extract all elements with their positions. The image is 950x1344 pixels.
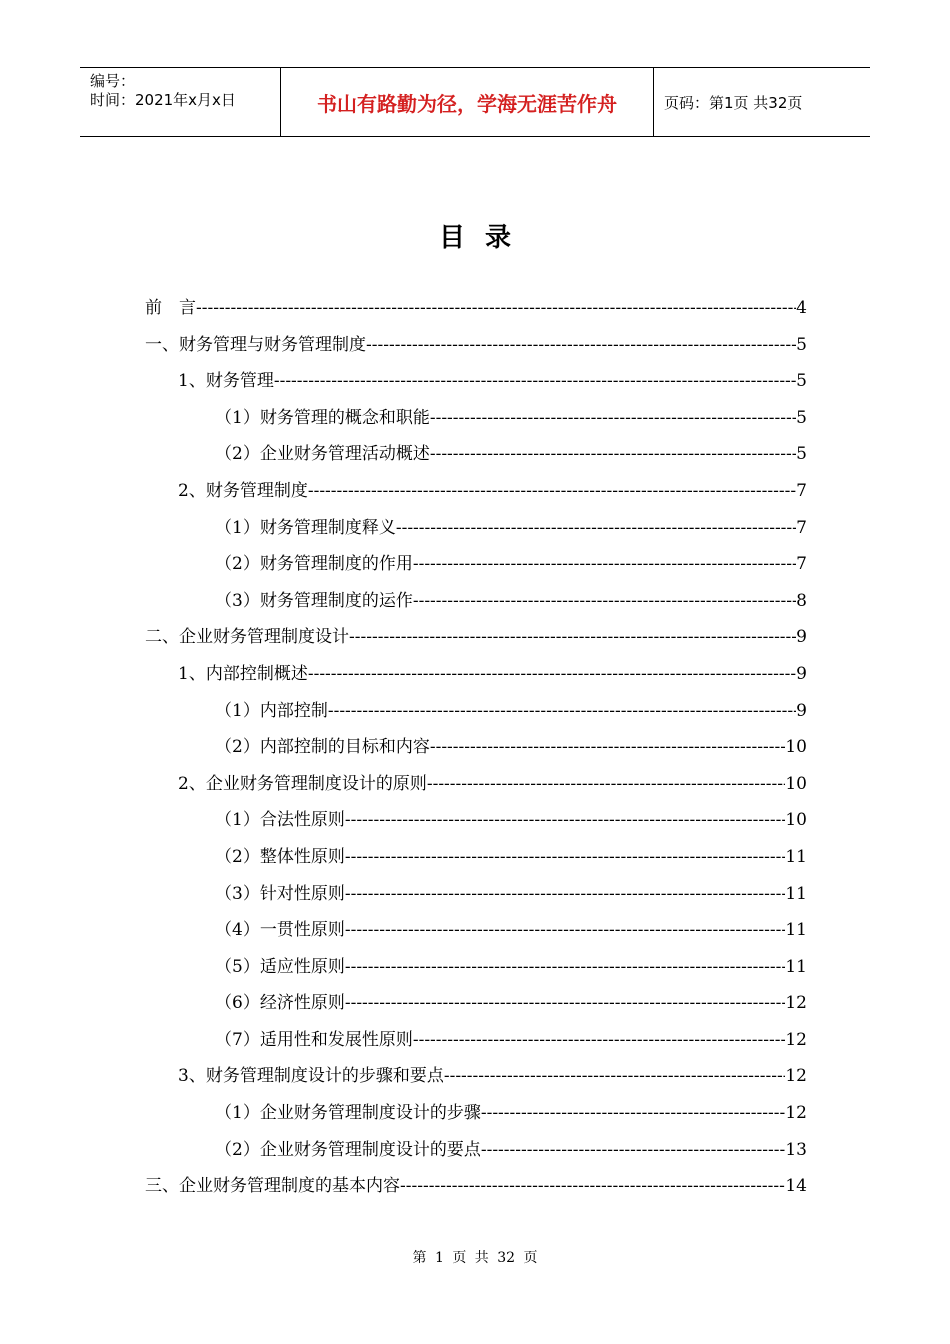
toc-entry[interactable] <box>145 363 807 400</box>
toc-entry-page: 4 <box>796 298 807 318</box>
toc-leader-dashes <box>345 949 786 985</box>
page-footer <box>0 1247 950 1267</box>
toc-entry-label: 1、内部控制概述 <box>178 663 308 684</box>
toc-entry-page: 11 <box>785 920 807 941</box>
toc-entry-label: （2）企业财务管理制度设计的要点 <box>215 1139 481 1160</box>
toc-entry-page: 14 <box>785 1176 807 1197</box>
toc-entry[interactable] <box>145 327 807 364</box>
toc-leader-dashes <box>345 839 786 875</box>
toc-entry-label: 前 言 <box>145 298 196 318</box>
toc-entry-label: （2）企业财务管理活动概述 <box>215 444 430 465</box>
toc-entry-label: 3、财务管理制度设计的步骤和要点 <box>178 1066 444 1087</box>
toc-entry[interactable] <box>145 619 807 656</box>
footer-current-page: 1 <box>434 1250 444 1266</box>
toc-entry-page: 8 <box>796 590 807 611</box>
toc-entry-page: 13 <box>785 1139 807 1160</box>
toc-entry[interactable] <box>145 436 807 473</box>
toc-entry[interactable] <box>145 510 807 547</box>
toc-entry[interactable] <box>145 876 807 913</box>
toc-entry[interactable] <box>145 1132 807 1169</box>
toc-entry-label: （5）适应性原则 <box>215 956 345 977</box>
toc-leader-dashes <box>481 1095 786 1131</box>
toc-entry-page: 11 <box>785 883 807 904</box>
toc-leader-dashes <box>444 1058 786 1094</box>
page-title: 目录 <box>438 223 531 253</box>
toc-entry-page: 10 <box>785 773 807 794</box>
toc-entry[interactable] <box>145 985 807 1022</box>
footer-ye-2: 页 <box>523 1250 538 1266</box>
toc-entry[interactable] <box>145 729 807 766</box>
toc-entry-label: 二、企业财务管理制度设计 <box>145 627 349 648</box>
toc-entry-label: 2、企业财务管理制度设计的原则 <box>178 773 427 794</box>
toc-entry-page: 10 <box>785 737 807 758</box>
toc-leader-dashes <box>308 473 796 509</box>
toc-leader-dashes <box>349 619 796 655</box>
toc-entry-page: 7 <box>796 554 807 575</box>
header-page-info: 页码：第1页 共32页 <box>664 93 803 112</box>
toc-leader-dashes <box>345 876 786 912</box>
toc-entry-label: （1）合法性原则 <box>215 810 345 831</box>
toc-leader-dashes <box>481 1132 786 1168</box>
toc-entry-page: 9 <box>796 627 807 648</box>
toc-entry[interactable] <box>145 473 807 510</box>
toc-entry-page: 12 <box>785 993 807 1014</box>
toc-entry-page: 11 <box>785 956 807 977</box>
page-header <box>80 67 870 137</box>
toc-leader-dashes <box>413 583 796 619</box>
toc-entry-label: 2、财务管理制度 <box>178 480 308 501</box>
toc-leader-dashes <box>430 400 796 436</box>
toc-entry[interactable] <box>145 1168 807 1205</box>
toc-entry-label: （3）财务管理制度的运作 <box>215 590 413 611</box>
toc-entry-label: （7）适用性和发展性原则 <box>215 1029 413 1050</box>
toc-entry-label: 一、财务管理与财务管理制度 <box>145 334 366 355</box>
toc-entry-page: 5 <box>796 444 807 465</box>
toc-leader-dashes <box>427 766 786 802</box>
header-meta <box>80 68 281 136</box>
toc-leader-dashes <box>400 1168 785 1204</box>
toc-entry[interactable] <box>145 912 807 949</box>
toc-entry[interactable] <box>145 1058 807 1095</box>
toc-entry-page: 12 <box>785 1029 807 1050</box>
toc-entry-label: （3）针对性原则 <box>215 883 345 904</box>
toc-entry-page: 5 <box>796 407 807 428</box>
document-time-label: 时间：2021年x月x日 <box>90 91 236 109</box>
toc-leader-dashes <box>308 656 796 692</box>
footer-ye: 页 <box>452 1250 467 1266</box>
toc-entry-label: （1）企业财务管理制度设计的步骤 <box>215 1103 481 1124</box>
footer-gong: 共 <box>474 1250 489 1266</box>
toc-entry[interactable] <box>145 949 807 986</box>
toc-entry[interactable] <box>145 1095 807 1132</box>
toc-entry[interactable] <box>145 766 807 803</box>
toc-leader-dashes <box>413 546 796 582</box>
toc-entry-label: （1）财务管理制度释义 <box>215 517 396 538</box>
toc-entry[interactable] <box>145 400 807 437</box>
toc-entry-label: （2）整体性原则 <box>215 846 345 867</box>
toc-entry-page: 5 <box>796 334 807 355</box>
toc-entry-page: 12 <box>785 1103 807 1124</box>
toc-entry-page: 9 <box>796 663 807 684</box>
toc-leader-dashes <box>345 912 786 948</box>
toc-leader-dashes <box>345 802 786 838</box>
toc-leader-dashes <box>345 985 786 1021</box>
toc-entry-label: 三、企业财务管理制度的基本内容 <box>145 1176 400 1197</box>
toc-entry[interactable] <box>145 290 807 327</box>
toc-leader-dashes <box>396 510 796 546</box>
toc-entry-page: 12 <box>785 1066 807 1087</box>
toc-leader-dashes <box>430 729 786 765</box>
toc-entry-page: 9 <box>796 700 807 721</box>
document-number-label: 编号： <box>90 72 136 90</box>
toc-entry[interactable] <box>145 546 807 583</box>
toc-entry-page: 7 <box>796 517 807 538</box>
toc-entry-label: 1、财务管理 <box>178 371 274 392</box>
toc-entry-label: （2）内部控制的目标和内容 <box>215 737 430 758</box>
toc-leader-dashes <box>328 693 796 729</box>
toc-entry[interactable] <box>145 656 807 693</box>
toc-leader-dashes <box>196 290 796 326</box>
footer-total-pages: 32 <box>497 1250 516 1266</box>
toc-entry[interactable] <box>145 802 807 839</box>
toc-entry-label: （2）财务管理制度的作用 <box>215 554 413 575</box>
toc-entry[interactable] <box>145 1022 807 1059</box>
toc-leader-dashes <box>274 363 796 399</box>
toc-entry-page: 5 <box>796 371 807 392</box>
toc-entry-page: 11 <box>785 846 807 867</box>
header-motto: 书山有路勤为径，学海无涯苦作舟 <box>281 68 654 136</box>
toc-leader-dashes <box>413 1022 786 1058</box>
toc-entry[interactable] <box>145 583 807 620</box>
table-of-contents <box>145 290 807 1205</box>
toc-leader-dashes <box>430 436 796 472</box>
toc-entry-label: （1）财务管理的概念和职能 <box>215 407 430 428</box>
toc-entry-label: （4）一贯性原则 <box>215 920 345 941</box>
toc-entry[interactable] <box>145 693 807 730</box>
toc-entry[interactable] <box>145 839 807 876</box>
toc-entry-page: 10 <box>785 810 807 831</box>
toc-entry-label: （6）经济性原则 <box>215 993 345 1014</box>
toc-entry-page: 7 <box>796 480 807 501</box>
footer-di: 第 <box>412 1250 427 1266</box>
toc-entry-label: （1）内部控制 <box>215 700 328 721</box>
toc-leader-dashes <box>366 327 796 363</box>
